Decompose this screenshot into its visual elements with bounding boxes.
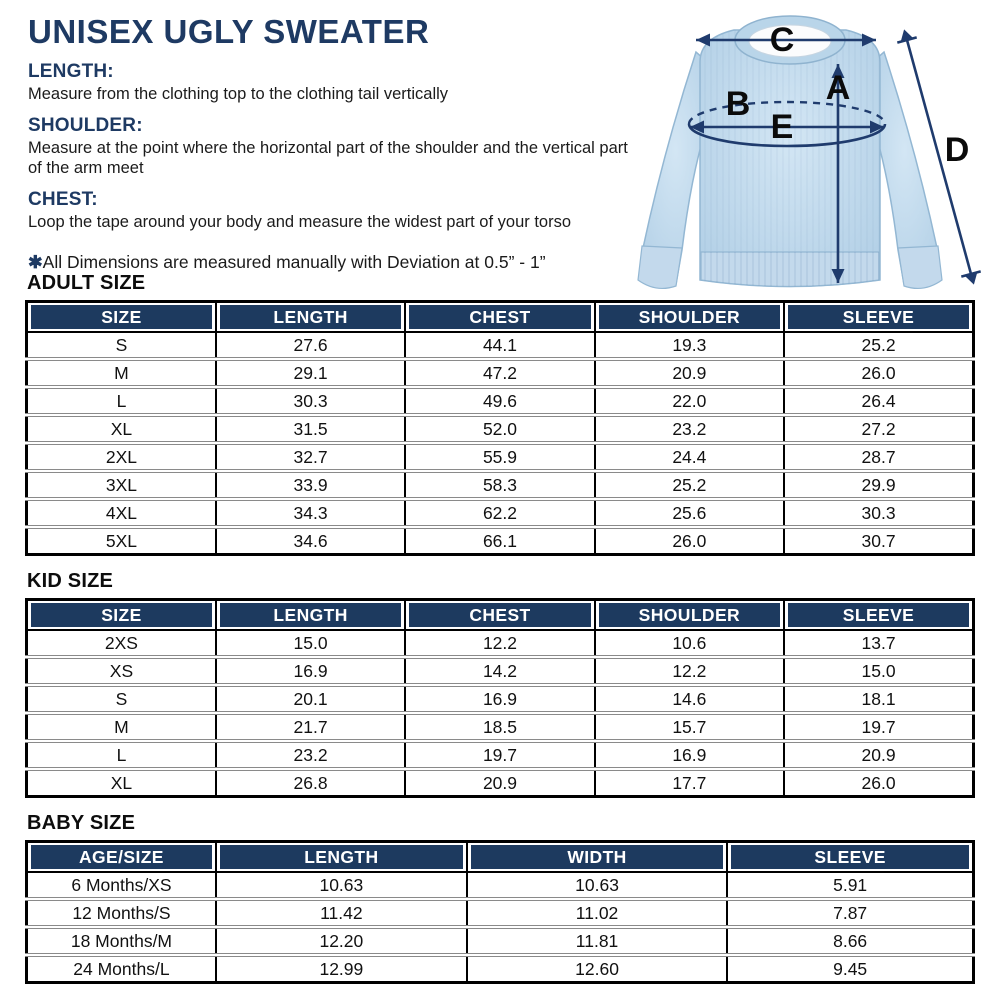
column-header — [216, 600, 405, 631]
column-header-label: CHEST — [409, 603, 590, 627]
table-row — [27, 527, 974, 555]
table-cell: 9.45 — [727, 955, 973, 983]
column-header-label: LENGTH — [220, 305, 401, 329]
instruction-shoulder — [28, 115, 643, 178]
column-header — [27, 842, 216, 873]
table-cell: 4XL — [27, 499, 216, 527]
table-row — [27, 387, 974, 415]
table-cell: 29.9 — [784, 471, 973, 499]
header-row — [27, 302, 974, 333]
header-row — [27, 600, 974, 631]
header-row — [27, 842, 974, 873]
table-cell: 15.0 — [784, 657, 973, 685]
table-cell: 12.60 — [467, 955, 727, 983]
table-cell: 2XS — [104, 633, 138, 653]
table-row — [27, 955, 974, 983]
table-cell: 23.2 — [216, 741, 405, 769]
table-cell: 27.2 — [784, 415, 973, 443]
size-table — [25, 300, 975, 556]
instruction-text: Measure at the point where the horizontal part of the shoulder and the vertical part of the arm meet — [28, 139, 628, 177]
table-cell: 19.7 — [405, 741, 594, 769]
dim-label-a: A — [825, 69, 851, 107]
table-cell: XS — [27, 657, 216, 685]
asterisk-icon: ✱ — [28, 252, 43, 272]
instruction-length — [28, 61, 643, 104]
column-header — [467, 842, 727, 873]
table-cell: 26.4 — [784, 387, 973, 415]
table-cell: 10.63 — [216, 872, 467, 899]
table-cell: 7.87 — [727, 899, 973, 927]
table-cell: 8.66 — [727, 927, 973, 955]
table-cell: 22.0 — [595, 387, 784, 415]
table-cell: 29.1 — [216, 359, 405, 387]
table-cell: M — [27, 713, 216, 741]
column-header-label: LENGTH — [220, 845, 463, 869]
column-header — [727, 842, 973, 873]
column-header-label: SHOULDER — [599, 603, 780, 627]
table-cell: 47.2 — [405, 359, 594, 387]
table-row — [27, 872, 974, 899]
instruction-heading: LENGTH: — [28, 61, 114, 82]
table-cell: 28.7 — [784, 443, 973, 471]
column-header — [27, 302, 216, 333]
size-section — [25, 570, 975, 798]
column-header — [216, 302, 405, 333]
table-cell: 34.6 — [216, 527, 405, 555]
table-cell: 2XL — [27, 443, 216, 471]
table-cell: 14.6 — [595, 685, 784, 713]
table-cell: 20.9 — [784, 741, 973, 769]
deviation-note-text: All Dimensions are measured manually with Deviation at 0.5” - 1” — [42, 252, 546, 272]
table-row — [27, 713, 974, 741]
instruction-chest — [28, 189, 643, 232]
column-header-label: WIDTH — [471, 845, 723, 869]
table-cell: L — [27, 387, 216, 415]
size-table — [25, 598, 975, 798]
table-cell: 15.7 — [595, 713, 784, 741]
table-cell: 18.1 — [784, 685, 973, 713]
table-cell: 20.1 — [216, 685, 405, 713]
table-cell: 26.8 — [216, 769, 405, 797]
table-row — [27, 443, 974, 471]
table-cell: 34.3 — [216, 499, 405, 527]
column-header — [784, 600, 973, 631]
table-row — [27, 769, 974, 797]
column-header-label: SLEEVE — [788, 305, 969, 329]
table-row — [27, 359, 974, 387]
table-cell: 10.63 — [467, 872, 727, 899]
table-cell: 26.0 — [595, 527, 784, 555]
table-cell: 11.42 — [216, 899, 467, 927]
table-row — [27, 927, 974, 955]
table-row — [27, 415, 974, 443]
instruction-heading: CHEST: — [28, 189, 98, 210]
table-cell: 49.6 — [405, 387, 594, 415]
table-cell: 5XL — [27, 527, 216, 555]
table-cell: 16.9 — [216, 657, 405, 685]
table-cell: 31.5 — [216, 415, 405, 443]
column-header-label: SLEEVE — [731, 845, 969, 869]
table-cell: 21.7 — [216, 713, 405, 741]
table-cell: 12.99 — [216, 955, 467, 983]
column-header — [405, 302, 594, 333]
table-cell: 15.0 — [216, 630, 405, 657]
table-cell: 10.6 — [595, 630, 784, 657]
table-cell: 30.7 — [784, 527, 973, 555]
size-table — [25, 840, 975, 984]
table-cell: 30.3 — [216, 387, 405, 415]
column-header-label: SLEEVE — [788, 603, 969, 627]
table-cell: 19.3 — [595, 332, 784, 359]
table-cell: M — [27, 359, 216, 387]
instruction-text: Loop the tape around your body and measure the widest part of your torso — [28, 213, 572, 231]
page-title: UNISEX UGLY SWEATER — [28, 13, 430, 50]
sweater-diagram-svg — [630, 0, 1000, 300]
table-cell: 13.7 — [784, 630, 973, 657]
column-header-label: SHOULDER — [599, 305, 780, 329]
table-cell: 32.7 — [216, 443, 405, 471]
table-row — [27, 499, 974, 527]
table-row — [27, 332, 974, 359]
table-cell: 11.81 — [467, 927, 727, 955]
table-cell: L — [27, 741, 216, 769]
torso-rib-texture — [700, 30, 880, 287]
table-cell: 23.2 — [595, 415, 784, 443]
table-title: KID SIZE — [27, 570, 114, 592]
dim-label-d: D — [944, 131, 970, 169]
table-cell: 11.02 — [467, 899, 727, 927]
column-header-label: SIZE — [31, 603, 212, 627]
table-cell: 18.5 — [405, 713, 594, 741]
table-cell: 44.1 — [405, 332, 594, 359]
deviation-note — [28, 252, 643, 273]
column-header — [405, 600, 594, 631]
column-header-label: SIZE — [31, 305, 212, 329]
table-row — [27, 899, 974, 927]
table-row — [27, 630, 974, 657]
column-header — [595, 302, 784, 333]
table-cell: 17.7 — [595, 769, 784, 797]
table-cell: 26.0 — [784, 769, 973, 797]
table-cell: 16.9 — [405, 685, 594, 713]
column-header — [27, 600, 216, 631]
table-cell: 20.9 — [405, 769, 594, 797]
table-cell: 16.9 — [595, 741, 784, 769]
table-cell: 12 Months/S — [27, 899, 216, 927]
table-cell: 3XL — [27, 471, 216, 499]
table-row — [27, 741, 974, 769]
instruction-text: Measure from the clothing top to the clothing tail vertically — [28, 85, 449, 103]
table-cell: 18 Months/M — [27, 927, 216, 955]
table-cell: 58.3 — [405, 471, 594, 499]
dim-label-c: C — [769, 21, 795, 59]
table-cell: 55.9 — [405, 443, 594, 471]
table-row — [27, 471, 974, 499]
table-cell: 24 Months/L — [27, 955, 216, 983]
size-tables — [25, 272, 975, 998]
dim-label-e: E — [770, 108, 794, 146]
column-header — [216, 842, 467, 873]
table-cell: XL — [27, 769, 216, 797]
sweater-measurement-diagram — [630, 0, 1000, 300]
column-header — [595, 600, 784, 631]
table-row — [27, 657, 974, 685]
column-header-label: AGE/SIZE — [31, 845, 212, 869]
table-cell: 6 Months/XS — [71, 875, 172, 895]
instruction-heading: SHOULDER: — [28, 115, 143, 136]
table-cell: S — [27, 685, 216, 713]
table-cell: 12.20 — [216, 927, 467, 955]
column-header-label: LENGTH — [220, 603, 401, 627]
column-header — [784, 302, 973, 333]
table-cell: 12.2 — [405, 630, 594, 657]
table-cell: 19.7 — [784, 713, 973, 741]
column-header-label: CHEST — [409, 305, 590, 329]
table-cell: 62.2 — [405, 499, 594, 527]
dim-label-b: B — [725, 85, 751, 123]
intro-block — [28, 14, 643, 273]
table-cell: S — [115, 335, 128, 355]
table-cell: 25.2 — [784, 332, 973, 359]
size-section — [25, 272, 975, 556]
table-cell: 5.91 — [727, 872, 973, 899]
table-title: BABY SIZE — [27, 812, 136, 834]
table-row — [27, 685, 974, 713]
table-cell: 66.1 — [405, 527, 594, 555]
table-cell: 27.6 — [216, 332, 405, 359]
table-cell: 26.0 — [784, 359, 973, 387]
table-title: ADULT SIZE — [27, 272, 146, 294]
table-cell: 25.6 — [595, 499, 784, 527]
arrowhead — [696, 34, 710, 47]
table-cell: 52.0 — [405, 415, 594, 443]
table-cell: 20.9 — [595, 359, 784, 387]
table-cell: 25.2 — [595, 471, 784, 499]
table-cell: 14.2 — [405, 657, 594, 685]
table-cell: 12.2 — [595, 657, 784, 685]
size-section — [25, 812, 975, 984]
table-cell: 33.9 — [216, 471, 405, 499]
table-cell: 30.3 — [784, 499, 973, 527]
table-cell: XL — [27, 415, 216, 443]
table-cell: 24.4 — [595, 443, 784, 471]
